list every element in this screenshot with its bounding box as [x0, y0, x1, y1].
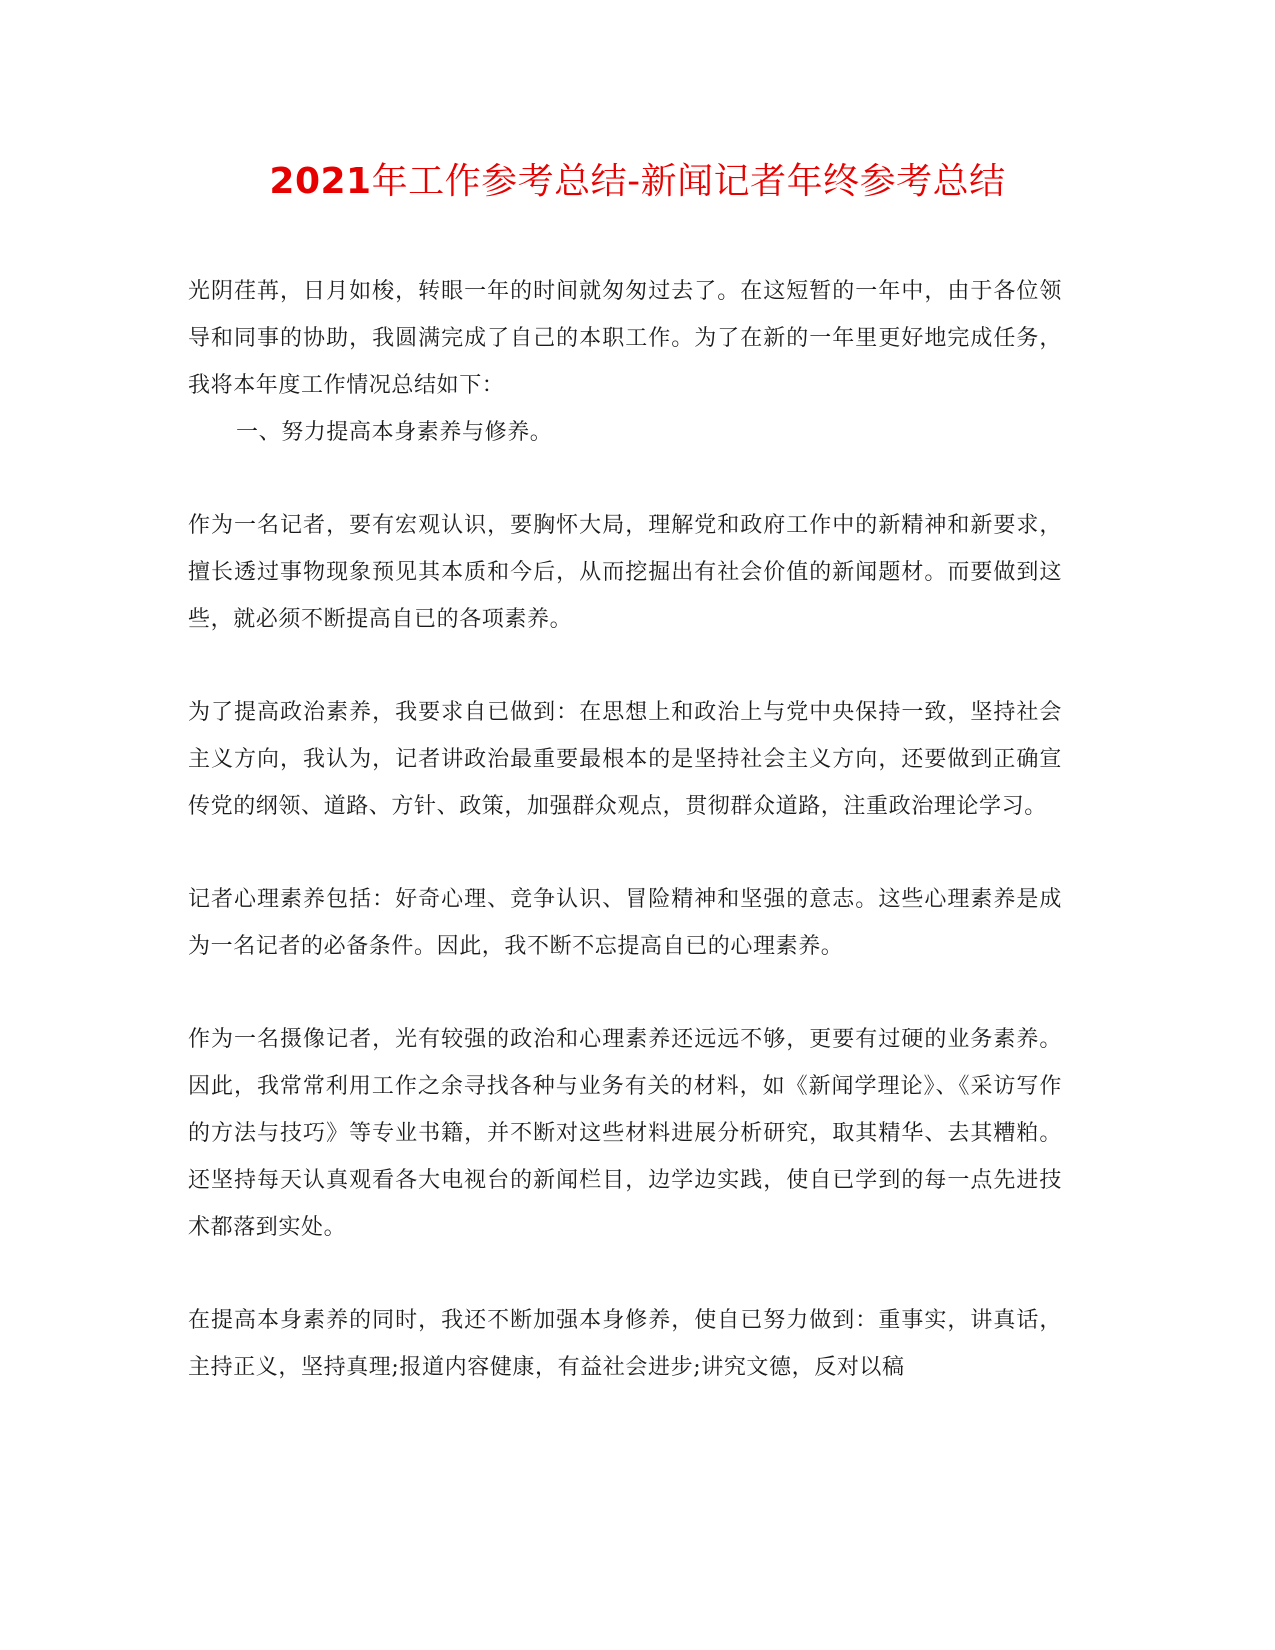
paragraph-gap	[188, 1251, 1062, 1297]
paragraph-macro-awareness: 作为一名记者，要有宏观认识，要胸怀大局，理解党和政府工作中的新精神和新要求，擅长透过事物现象预见其本质和今后，从而挖掘出有社会价值的新闻题材。而要做到这些，就必须不断提高自已的各项素养。	[188, 513, 1062, 632]
paragraph-gap	[188, 456, 1062, 502]
paragraph-professional-quality: 作为一名摄像记者，光有较强的政治和心理素养还远远不够，更要有过硬的业务素养。因此，我常常利用工作之余寻找各种与业务有关的材料，如《新闻学理论》、《采访写作的方法与技巧》等专业书籍，并不断对这些材料进展分析研究，取其精华、去其糟粕。还坚持每天认真观看各大电视台的新闻栏目，边学边实践，使自已学到的每一点先进技术都落到实处。	[188, 1027, 1062, 1240]
document-title	[0, 158, 1275, 206]
paragraph-gap	[188, 643, 1062, 689]
document-body	[188, 268, 1062, 1391]
paragraph-political-quality: 为了提高政治素养，我要求自已做到：在思想上和政治上与党中央保持一致，坚持社会主义方向，我认为，记者讲政治最重要最根本的是坚持社会主义方向，还要做到正确宣传党的纲领、道路、方针、政策，加强群众观点，贯彻群众道路，注重政治理论学习。	[188, 700, 1062, 819]
title-text: 年工作参考总结-新闻记者年终参考总结	[371, 161, 1006, 202]
paragraph-self-cultivation: 在提高本身素养的同时，我还不断加强本身修养，使自已努力做到：重事实，讲真话，主持正义，坚持真理;报道内容健康，有益社会进步;讲究文德，反对以稿	[188, 1308, 1062, 1380]
paragraph-gap	[188, 970, 1062, 1016]
title-year: 2021	[269, 161, 372, 202]
section-heading: 一、努力提高本身素养与修养。	[236, 420, 553, 445]
paragraph-psychological-quality: 记者心理素养包括：好奇心理、竞争认识、冒险精神和坚强的意志。这些心理素养是成为一名记者的必备条件。因此，我不断不忘提高自已的心理素养。	[188, 887, 1062, 959]
paragraph-gap	[188, 830, 1062, 876]
paragraph-intro: 光阴荏苒，日月如梭，转眼一年的时间就匆匆过去了。在这短暂的一年中，由于各位领导和同事的协助，我圆满完成了自己的本职工作。为了在新的一年里更好地完成任务，我将本年度工作情况总结如下：	[188, 279, 1062, 398]
